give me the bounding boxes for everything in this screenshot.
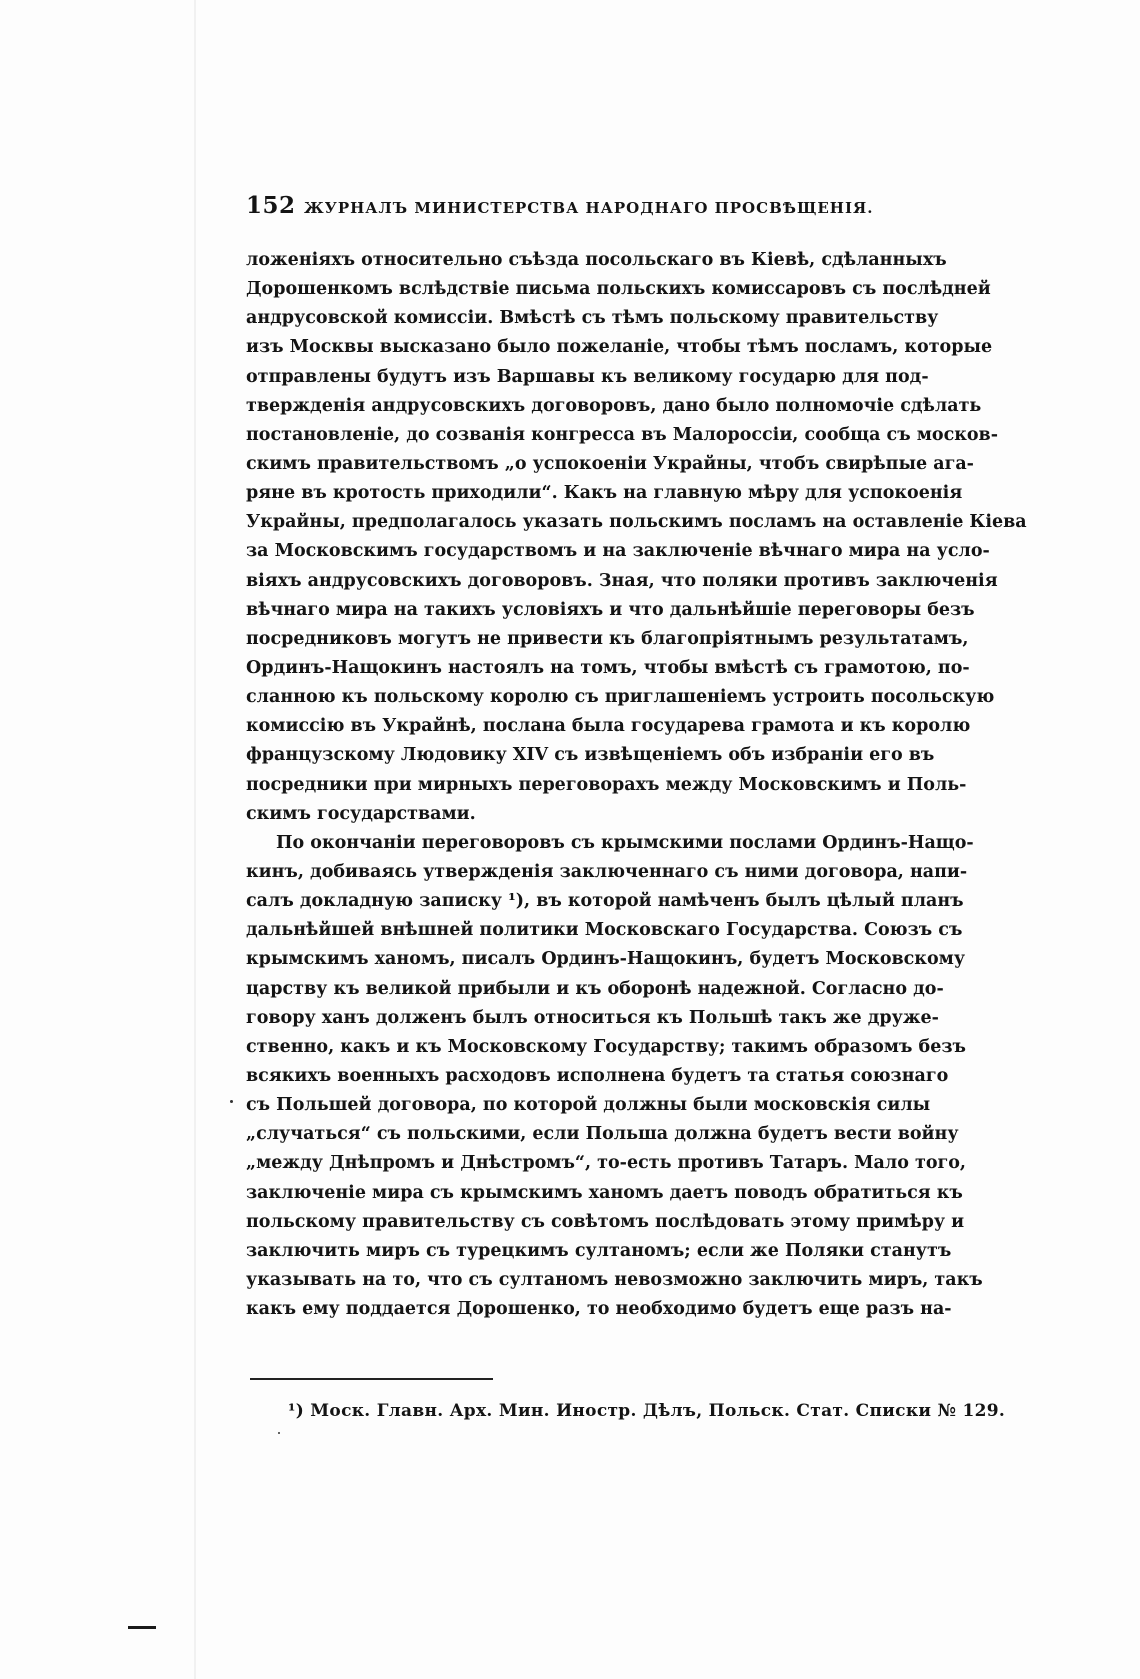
- text-line: віяхъ андрусовскихъ договоровъ. Зная, что поляки противъ заключенія: [246, 570, 998, 591]
- text-line: Дорошенкомъ вслѣдствіе письма польскихъ комиссаровъ съ послѣдней: [246, 279, 991, 300]
- text-line: андрусовской комиссіи. Вмѣстѣ съ тѣмъ польскому правительству: [246, 308, 939, 329]
- running-title: ЖУРНАЛЪ МИНИСТЕРСТВА НАРОДНАГО ПРОСВѢЩЕНІЯ.: [304, 199, 874, 217]
- text-line: посредниковъ могутъ не привести къ благопріятнымъ результатамъ,: [246, 628, 969, 649]
- text-line: постановленіе, до созванія конгресса въ Малороссіи, сообща съ москов-: [246, 424, 998, 445]
- paragraph-start-line: По окончаніи переговоровъ съ крымскими послами Ординъ-Нащо-: [276, 832, 974, 853]
- text-line: крымскимъ ханомъ, писалъ Ординъ-Нащокинъ, будетъ Московскому: [246, 949, 966, 970]
- page-number: 152: [246, 192, 296, 219]
- text-line: съ Польшей договора, по которой должны были московскія силы: [246, 1095, 931, 1116]
- text-line: „случаться“ съ польскими, если Польша должна будетъ вести войну: [246, 1124, 959, 1145]
- text-line: изъ Москвы высказано было пожеланіе, чтобы тѣмъ посламъ, которые: [246, 337, 993, 358]
- text-line: кинъ, добиваясь утвержденія заключеннаго съ ними договора, напи-: [246, 861, 968, 882]
- scan-speck: [230, 1100, 233, 1103]
- text-line: ложеніяхъ относительно съѣзда посольскаго въ Кіевѣ, сдѣланныхъ: [246, 250, 947, 270]
- body-text: [246, 246, 1027, 1324]
- text-line: указывать на то, что съ султаномъ невозможно заключить миръ, такъ: [246, 1269, 983, 1290]
- text-line: всякихъ военныхъ расходовъ исполнена будетъ та статья союзнаго: [246, 1065, 949, 1086]
- text-line: сланною къ польскому королю съ приглашеніемъ устроить посольскую: [246, 687, 995, 708]
- text-line: салъ докладную записку ¹), въ которой намѣченъ былъ цѣлый планъ: [246, 891, 964, 912]
- text-line: говору ханъ долженъ былъ относиться къ Польшѣ такъ же друже-: [246, 1007, 939, 1028]
- text-line: ственно, какъ и къ Московскому Государству; такимъ образомъ безъ: [246, 1036, 966, 1057]
- text-line: какъ ему поддается Дорошенко, то необходимо будетъ еще разъ на-: [246, 1299, 952, 1320]
- paragraph-end-line: скимъ государствами.: [246, 803, 476, 824]
- text-line: польскому правительству съ совѣтомъ послѣдовать этому примѣру и: [246, 1211, 965, 1232]
- text-line: вѣчнаго мира на такихъ условіяхъ и что дальнѣйшіе переговоры безъ: [246, 599, 975, 620]
- text-line: французскому Людовику XIV съ извѣщеніемъ объ избраніи его въ: [246, 745, 935, 766]
- page-header: [246, 192, 896, 220]
- text-line: дальнѣйшей внѣшней политики Московскаго Государства. Союзъ съ: [246, 920, 963, 941]
- text-line: отправлены будутъ изъ Варшавы къ великому государю для под-: [246, 366, 929, 387]
- text-line: царству къ великой прибыли и къ оборонѣ надежной. Согласно до-: [246, 978, 944, 999]
- text-line: комиссію въ Украйнѣ, послана была государева грамота и къ королю: [246, 716, 971, 737]
- text-line: заключить миръ съ турецкимъ султаномъ; если же Поляки станутъ: [246, 1240, 952, 1261]
- footnote-rule: [250, 1378, 493, 1380]
- text-line: ряне въ кротость приходили“. Какъ на главную мѣру для успокоенія: [246, 483, 963, 504]
- margin-mark: [128, 1626, 156, 1629]
- text-line: посредники при мирныхъ переговорахъ между Московскимъ и Поль-: [246, 774, 967, 795]
- text-line: Ординъ-Нащокинъ настоялъ на томъ, чтобы вмѣстѣ съ грамотою, по-: [246, 657, 970, 678]
- text-line: Украйны, предполагалось указать польскимъ посламъ на оставленіе Кіева: [246, 512, 1027, 533]
- text-line: за Московскимъ государствомъ и на заключеніе вѣчнаго мира на усло-: [246, 541, 990, 562]
- text-line: „между Днѣпромъ и Днѣстромъ“, то-есть противъ Татаръ. Мало того,: [246, 1153, 966, 1174]
- footnote: ¹) Моск. Главн. Арх. Мин. Иностр. Дѣлъ, Польск. Стат. Списки № 129.: [288, 1401, 1006, 1421]
- text-line: заключеніе мира съ крымскимъ ханомъ даетъ поводъ обратиться къ: [246, 1182, 963, 1203]
- text-line: скимъ правительствомъ „о успокоеніи Украйны, чтобъ свирѣпые ага-: [246, 453, 974, 474]
- scan-edge-shadow: [194, 0, 196, 1679]
- scan-speck: [278, 1432, 280, 1434]
- text-line: твержденія андрусовскихъ договоровъ, дано было полномочіе сдѣлать: [246, 395, 982, 416]
